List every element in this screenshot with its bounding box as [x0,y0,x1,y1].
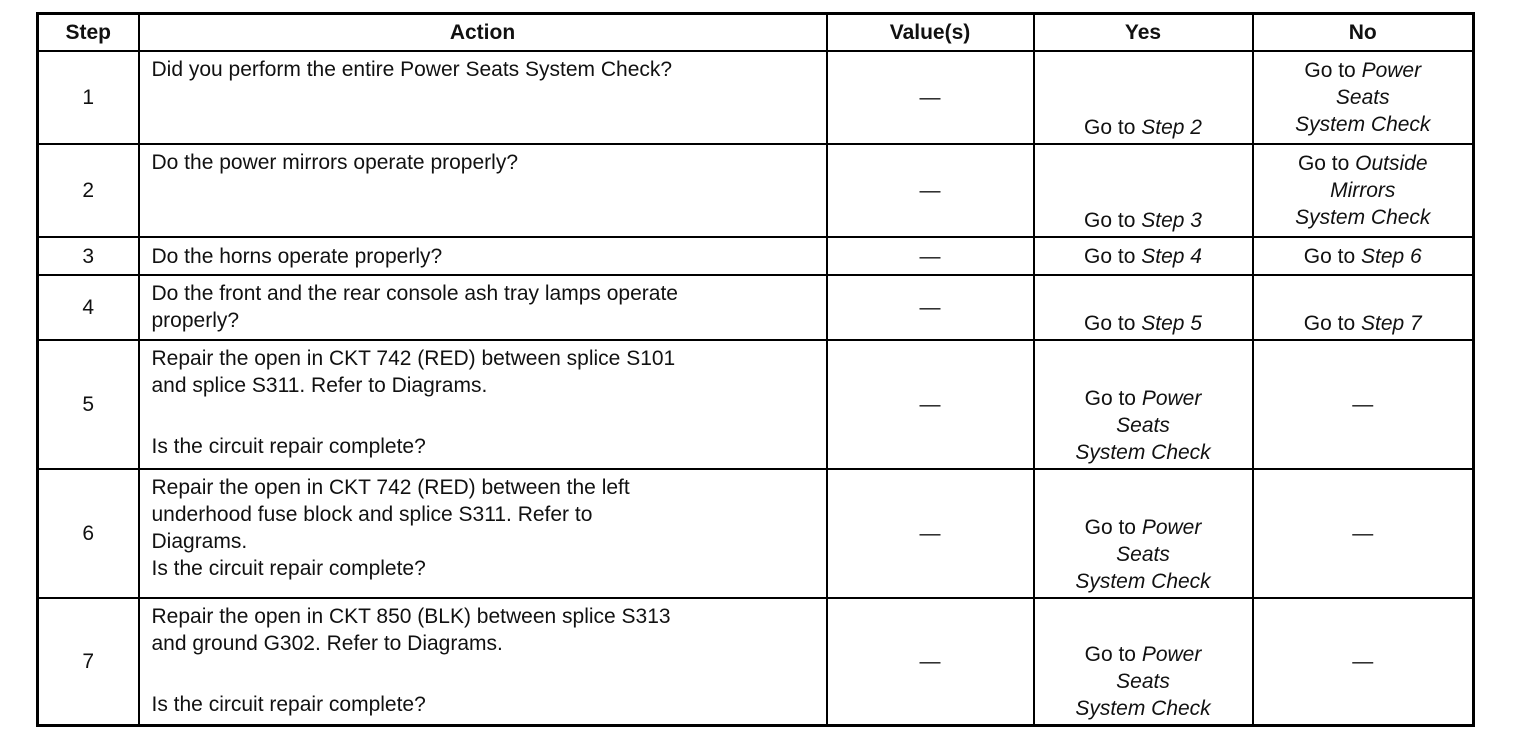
value-cell: — [827,237,1034,275]
action-line: and splice S311. Refer to Diagrams. [151,374,488,397]
yes-cell [1034,598,1253,725]
goto-target: Seats [1116,414,1170,437]
table-row [38,598,1474,725]
table-row [38,469,1474,598]
goto-target: Outside [1355,152,1428,175]
goto-target: System Check [1295,206,1431,229]
goto-target: Step 2 [1141,116,1202,139]
goto-prefix: Go to [1304,59,1362,82]
action-cell [139,598,827,725]
no-cell [1253,237,1474,275]
yes-cell [1034,340,1253,469]
step-number: 1 [38,51,139,144]
action-cell [139,237,827,275]
action-line: Did you perform the entire Power Seats System Check? [151,58,673,81]
yes-cell [1034,144,1253,237]
action-line: Do the horns operate properly? [151,244,443,268]
goto-prefix: Go to [1084,516,1142,539]
action-cell [139,51,827,144]
yes-cell [1034,51,1253,144]
action-line: Do the power mirrors operate properly? [151,151,518,174]
goto-prefix: Go to [1084,116,1142,139]
goto-target: Step 7 [1360,312,1422,335]
no-cell: — [1253,469,1474,598]
value-cell: — [827,469,1034,598]
no-cell [1253,275,1474,340]
step-number: 4 [38,275,139,340]
no-cell: — [1253,340,1474,469]
goto-prefix: Go to [1303,312,1361,335]
action-cell [139,469,827,598]
table-row [38,144,1474,237]
action-question: Is the circuit repair complete? [151,557,426,580]
no-cell [1253,144,1474,237]
action-line: properly? [151,309,240,332]
no-cell: — [1253,598,1474,725]
goto-target: Power [1361,59,1422,82]
goto-target: Step 3 [1141,209,1202,232]
goto-target: Step 6 [1360,244,1422,268]
goto-target: System Check [1075,696,1211,720]
action-cell [139,340,827,469]
goto-target: System Check [1075,570,1211,593]
diagnostic-table [36,12,1475,727]
goto-prefix: Go to [1084,312,1142,335]
goto-prefix: Go to [1084,244,1142,268]
action-line: Repair the open in CKT 850 (BLK) between splice S313 [151,605,671,628]
action-line: Do the front and the rear console ash tray lamps operate [151,282,678,305]
action-line: underhood fuse block and splice S311. Refer to [151,503,593,526]
yes-cell [1034,469,1253,598]
goto-prefix: Go to [1297,152,1356,175]
action-line: Repair the open in CKT 742 (RED) between the left [151,476,630,499]
goto-target: Power [1141,387,1202,410]
goto-target: Power [1141,516,1202,539]
value-cell: — [827,144,1034,237]
value-cell: — [827,598,1034,725]
action-question: Is the circuit repair complete? [151,435,426,458]
goto-prefix: Go to [1084,209,1142,232]
header-action: Action [139,14,827,52]
action-line: and ground G302. Refer to Diagrams. [151,632,503,655]
goto-target: System Check [1295,113,1431,136]
table-row [38,237,1474,275]
no-cell [1253,51,1474,144]
value-cell: — [827,340,1034,469]
table-row [38,275,1474,340]
header-step: Step [38,14,139,52]
yes-cell [1034,275,1253,340]
value-cell: — [827,275,1034,340]
step-number: 5 [38,340,139,469]
action-line: Diagrams. [151,530,248,553]
yes-cell [1034,237,1253,275]
action-line: Repair the open in CKT 742 (RED) between splice S101 [151,347,676,370]
goto-target: Step 5 [1141,312,1202,335]
goto-target: Mirrors [1330,179,1396,202]
action-question: Is the circuit repair complete? [151,693,426,716]
table-row [38,51,1474,144]
goto-prefix: Go to [1303,244,1361,268]
goto-prefix: Go to [1084,387,1142,410]
table-row [38,340,1474,469]
header-yes: Yes [1034,14,1253,52]
value-cell: — [827,51,1034,144]
goto-target: Seats [1335,86,1390,109]
goto-target: Step 4 [1141,244,1202,268]
header-row [38,14,1474,52]
action-cell [139,275,827,340]
goto-target: System Check [1075,441,1211,464]
step-number: 3 [38,237,139,275]
step-number: 2 [38,144,139,237]
header-values: Value(s) [827,14,1034,52]
goto-target: Power [1141,642,1202,666]
step-number: 6 [38,469,139,598]
action-cell [139,144,827,237]
goto-target: Seats [1116,669,1170,693]
header-no: No [1253,14,1474,52]
goto-prefix: Go to [1084,642,1142,666]
step-number: 7 [38,598,139,725]
goto-target: Seats [1116,543,1170,566]
